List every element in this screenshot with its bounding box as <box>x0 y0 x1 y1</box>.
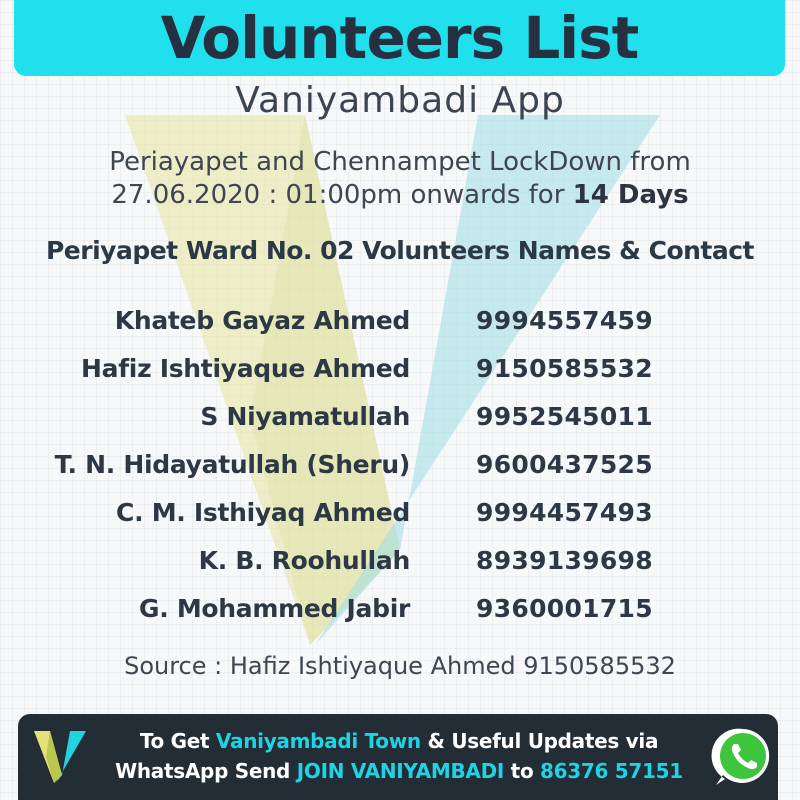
footer-text: WhatsApp Send <box>115 759 297 783</box>
volunteer-name: Hafiz Ishtiyaque Ahmed <box>81 354 410 383</box>
footer-banner <box>18 714 778 800</box>
footer-line-1 <box>94 729 704 753</box>
volunteer-phone: 9994557459 <box>476 306 653 335</box>
volunteer-name: Khateb Gayaz Ahmed <box>114 306 410 335</box>
volunteer-name: G. Mohammed Jabir <box>139 594 410 623</box>
lockdown-date-text: 27.06.2020 : 01:00pm onwards for <box>111 180 573 210</box>
footer-highlight-keyword: JOIN VANIYAMBADI <box>296 759 505 783</box>
volunteer-row <box>0 540 800 588</box>
volunteer-phone: 9600437525 <box>476 450 653 479</box>
footer-highlight-town: Vaniyambadi Town <box>215 729 421 753</box>
volunteer-phone: 8939139698 <box>476 546 653 575</box>
footer-line-2 <box>94 759 704 783</box>
volunteer-row <box>0 300 800 348</box>
volunteer-row <box>0 492 800 540</box>
footer-highlight-number: 86376 57151 <box>540 759 683 783</box>
title-banner <box>14 0 785 76</box>
volunteer-phone: 9150585532 <box>476 354 653 383</box>
footer-text: To Get <box>139 729 216 753</box>
lockdown-notice-line-2 <box>0 180 800 210</box>
lockdown-duration: 14 Days <box>572 180 689 210</box>
volunteer-list <box>0 300 800 636</box>
footer-text: to <box>504 759 541 783</box>
lockdown-notice-line-1: Periayapet and Chennampet LockDown from <box>109 147 691 177</box>
whatsapp-icon <box>710 724 776 790</box>
volunteer-phone: 9360001715 <box>476 594 653 623</box>
app-name: Vaniyambadi App <box>235 80 565 121</box>
page-title: Volunteers List <box>160 4 639 72</box>
volunteer-phone: 9952545011 <box>476 402 653 431</box>
volunteer-row <box>0 396 800 444</box>
source-credit: Source : Hafiz Ishtiyaque Ahmed 9150585532 <box>124 652 676 680</box>
volunteer-name: K. B. Roohullah <box>198 546 410 575</box>
volunteer-name: S Niyamatullah <box>200 402 410 431</box>
ward-heading: Periyapet Ward No. 02 Volunteers Names & Contact <box>45 236 755 265</box>
volunteer-row <box>0 588 800 636</box>
vaniyambadi-v-logo-icon <box>32 727 88 785</box>
volunteer-phone: 9994457493 <box>476 498 653 527</box>
volunteer-name: T. N. Hidayatullah (Sheru) <box>54 450 410 479</box>
footer-text: & Useful Updates via <box>420 729 659 753</box>
volunteer-row <box>0 444 800 492</box>
volunteer-name: C. M. Isthiyaq Ahmed <box>116 498 410 527</box>
volunteer-row <box>0 348 800 396</box>
